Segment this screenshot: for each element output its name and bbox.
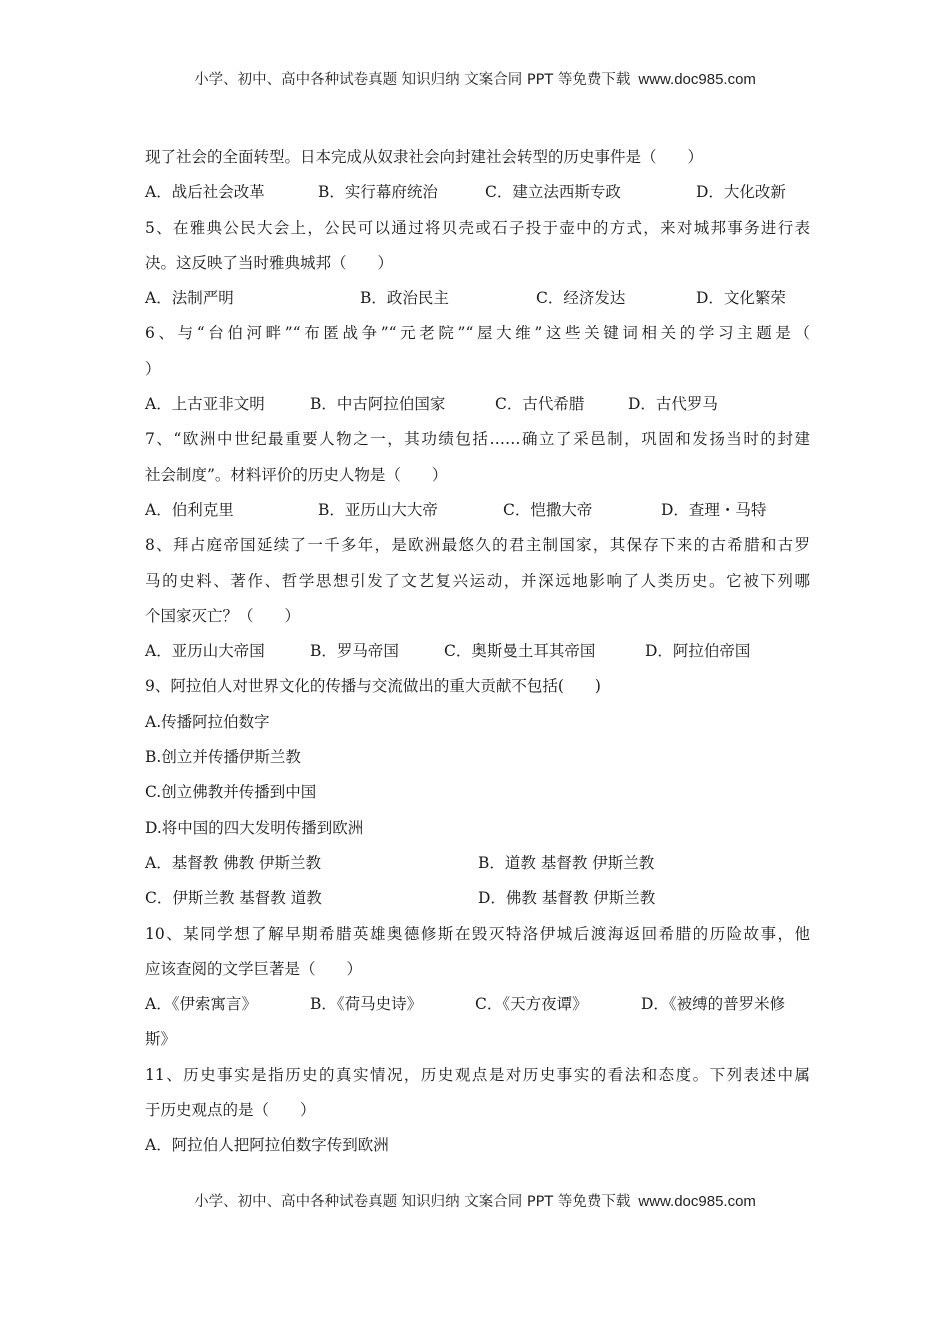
q4-stem: 现了社会的全面转型。日本完成从奴隶社会向封建社会转型的历史事件是（ ） [145, 148, 704, 166]
q11-stem-2: 于历史观点的是（ ） [145, 1101, 316, 1120]
q8-option-a: A．亚历山大帝国 [145, 642, 265, 661]
q10-option-b: B．《荷马史诗》 [310, 995, 423, 1014]
q10-stem-2: 应该查阅的文学巨著是（ ） [145, 959, 363, 978]
q6-option-b: B．中古阿拉伯国家 [310, 395, 446, 414]
q8-stem-1: 8、拜占庭帝国延续了一千多年，是欧洲最悠久的君主制国家，其保存下来的古希腊和古罗 [145, 536, 810, 555]
q11-option-a: A．阿拉伯人把阿拉伯数字传到欧洲 [145, 1136, 389, 1155]
q8-option-b: B．罗马帝国 [310, 642, 399, 661]
q9-option-d: D．佛教 基督教 伊斯兰教 [478, 889, 656, 908]
header-text: 小学、初中、高中各种试卷真题 知识归纳 文案合同 PPT 等免费下载 [194, 72, 631, 88]
q10-option-a: A．《伊索寓言》 [145, 995, 257, 1014]
q6-stem-1: 6、与“台伯河畔”“布匿战争”“元老院”“屋大维”这些关键词相关的学习主题是（ [145, 324, 810, 343]
q4-option-c: C．建立法西斯专政 [485, 183, 621, 202]
footer-text: 小学、初中、高中各种试卷真题 知识归纳 文案合同 PPT 等免费下载 [194, 1194, 631, 1210]
q9-item-a: A.传播阿拉伯数字 [145, 712, 270, 731]
q5-options [145, 281, 810, 316]
page-header [0, 68, 950, 89]
q5-stem-1: 5、在雅典公民大会上，公民可以通过将贝壳或石子投于壶中的方式，来对城邦事务进行表 [145, 218, 810, 237]
q5-stem-2: 决。这反映了当时雅典城邦（ ） [145, 253, 394, 272]
q4-option-d: D．大化改新 [696, 183, 786, 202]
q4-options [145, 175, 810, 210]
q10-stem-1: 10、某同学想了解早期希腊英雄奥德修斯在毁灭特洛伊城后渡海返回希腊的历险故事，他 [145, 924, 810, 943]
q10-option-d-cont: 斯》 [145, 1030, 177, 1049]
q5-option-d: D．文化繁荣 [696, 289, 786, 308]
page-footer [0, 1190, 950, 1211]
q9-options-row2 [145, 881, 810, 916]
q7-option-b: B．亚历山大大帝 [318, 500, 438, 519]
q7-option-c: C．恺撒大帝 [503, 500, 593, 519]
q10-option-c: C．《天方夜谭》 [475, 995, 588, 1014]
q11-stem-1: 11、历史事实是指历史的真实情况，历史观点是对历史事实的看法和态度。下列表述中属 [145, 1065, 810, 1084]
header-site: www.doc985.com [638, 71, 756, 88]
q9-option-c: C．伊斯兰教 基督教 道教 [145, 889, 322, 908]
q6-options [145, 387, 810, 422]
q8-option-d: D．阿拉伯帝国 [645, 642, 751, 661]
q9-stem: 9、阿拉伯人对世界文化的传播与交流做出的重大贡献不包括( ) [145, 677, 601, 696]
q9-option-b: B．道教 基督教 伊斯兰教 [478, 853, 655, 872]
q6-option-a: A．上古亚非文明 [145, 395, 265, 414]
q9-option-a: A．基督教 佛教 伊斯兰教 [145, 853, 322, 872]
q10-option-d: D．《被缚的普罗米修 [641, 995, 786, 1014]
q4-option-b: B．实行幕府统治 [318, 183, 438, 202]
q5-option-c: C．经济发达 [536, 289, 626, 308]
q8-stem-3: 个国家灭亡？（ ） [145, 606, 301, 625]
q6-stem-2: ） [145, 359, 161, 378]
q7-stem-2: 社会制度”。材料评价的历史人物是（ ） [145, 465, 448, 484]
q9-item-d: D.将中国的四大发明传播到欧洲 [145, 818, 364, 837]
q6-option-d: D．古代罗马 [628, 395, 718, 414]
q9-item-c: C.创立佛教并传播到中国 [145, 783, 317, 802]
footer-site: www.doc985.com [638, 1193, 756, 1210]
q7-option-d: D．查理・马特 [661, 500, 767, 519]
q7-options [145, 493, 810, 528]
q9-item-b: B.创立并传播伊斯兰教 [145, 748, 301, 767]
q5-option-b: B．政治民主 [360, 289, 449, 308]
q4-option-a: A．战后社会改革 [145, 183, 265, 202]
q6-option-c: C．古代希腊 [495, 395, 585, 414]
q7-option-a: A．伯利克里 [145, 500, 234, 519]
q8-options [145, 634, 810, 669]
q9-options-row1 [145, 846, 810, 881]
exam-content [145, 140, 810, 1164]
q8-stem-2: 马的史料、著作、哲学思想引发了文艺复兴运动，并深远地影响了人类历史。它被下列哪 [145, 571, 810, 590]
q10-options [145, 987, 810, 1022]
q5-option-a: A．法制严明 [145, 289, 234, 308]
q8-option-c: C．奥斯曼土耳其帝国 [444, 642, 596, 661]
q7-stem-1: 7、“欧洲中世纪最重要人物之一，其功绩包括……确立了采邑制，巩固和发扬当时的封建 [145, 430, 810, 449]
